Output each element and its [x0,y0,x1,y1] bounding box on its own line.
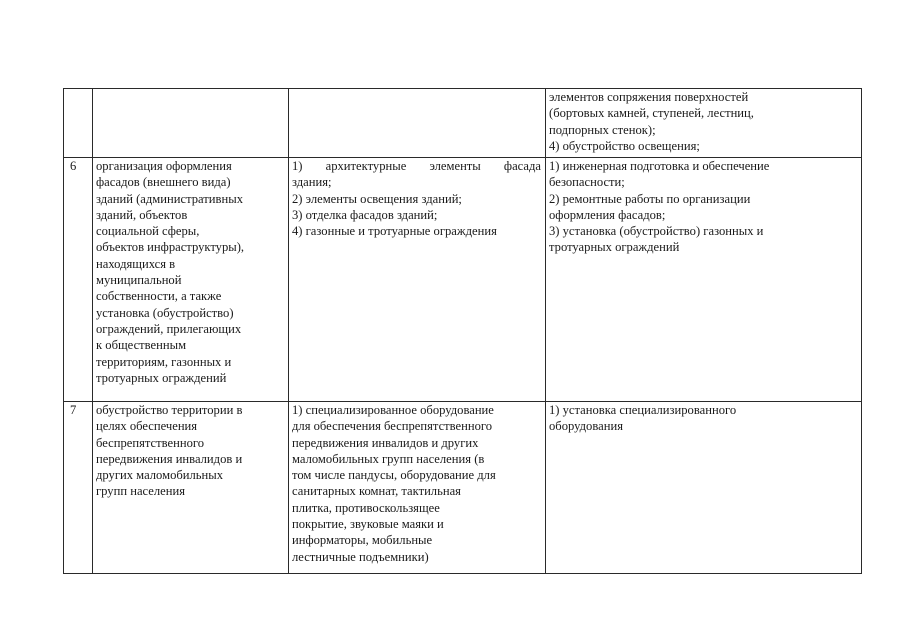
elements-text-line: информаторы, мобильные [292,533,433,548]
elements-text-line: 3) отделка фасадов зданий; [292,207,438,222]
elements-text-line: плитка, противоскользящее [292,500,440,515]
works-text-line: 2) ремонтные работы по организации [549,191,751,206]
elements-text-line: 2) элементы освещения зданий; [292,191,462,206]
object-text-line: находящихся в [96,256,176,271]
elements-text-line: 1) архитектурные элементы фасада [292,159,541,173]
elements-text-line: санитарных комнат, тактильная [292,484,461,499]
object-text-line: социальной сферы, [96,224,200,239]
elements-text-line: 1) специализированное оборудование [292,403,494,417]
object-text-line: объектов инфраструктуры), [96,240,245,255]
object-cell [93,158,289,402]
object-text-line: групп населения [96,484,186,499]
object-text-line: организация оформления [96,159,232,173]
table-row [64,89,862,158]
elements-cell [289,158,546,402]
object-text-line: территориям, газонных и [96,354,232,369]
object-text-line: фасадов (внешнего вида) [96,175,231,190]
works-text-line: элементов сопряжения поверхностей [549,90,749,104]
object-text-line: зданий (административных [96,191,243,206]
works-text-line: тротуарных ограждений [549,240,680,255]
elements-cell [289,89,546,158]
works-text-line: оборудования [549,419,623,434]
elements-text-line: маломобильных групп населения (в [292,451,485,466]
elements-text-line: лестничные подъемники) [292,549,429,564]
row-number: 6 [70,159,77,173]
elements-text-line: передвижения инвалидов и других [292,435,479,450]
object-text-line: ограждений, прилегающих [96,321,242,336]
row-number-cell [64,402,93,574]
works-text-line: 3) установка (обустройство) газонных и [549,224,764,239]
elements-text-line: 4) газонные и тротуарные ограждения [292,224,497,239]
works-cell [546,158,862,402]
elements-cell [289,402,546,574]
works-text-line: 4) обустройство освещения; [549,138,700,153]
table-row [64,402,862,574]
elements-text-line: для обеспечения беспрепятственного [292,419,493,434]
object-text-line: к общественным [96,338,187,353]
row-number: 7 [70,403,77,417]
elements-text-line: здания; [292,175,332,190]
object-text-line: зданий, объектов [96,207,188,222]
elements-text-line: том числе пандусы, оборудование для [292,468,496,483]
works-text-line: (бортовых камней, ступеней, лестниц, [549,106,754,121]
object-text-line: обустройство территории в [96,403,243,417]
works-text-line: 1) инженерная подготовка и обеспечение [549,159,770,173]
object-text-line: беспрепятственного [96,435,205,450]
object-text-line: установка (обустройство) [96,305,234,320]
object-text-line: собственности, а также [96,289,222,304]
works-text-line: 1) установка специализированного [549,403,737,417]
works-text-line: подпорных стенок); [549,122,656,137]
table-row [64,158,862,402]
row-number-cell [64,158,93,402]
elements-text-line: покрытие, звуковые маяки и [292,517,444,532]
object-text-line: других маломобильных [96,468,224,483]
works-text-line: безопасности; [549,175,625,190]
object-text-line: целях обеспечения [96,419,198,434]
object-text-line: тротуарных ограждений [96,370,227,385]
works-cell [546,402,862,574]
row-number-cell [64,89,93,158]
object-cell [93,402,289,574]
works-text-line: оформления фасадов; [549,207,666,222]
object-text-line: передвижения инвалидов и [96,451,243,466]
object-text-line: муниципальной [96,273,182,288]
object-cell [93,89,289,158]
works-cell [546,89,862,158]
regulations-table [63,88,862,574]
